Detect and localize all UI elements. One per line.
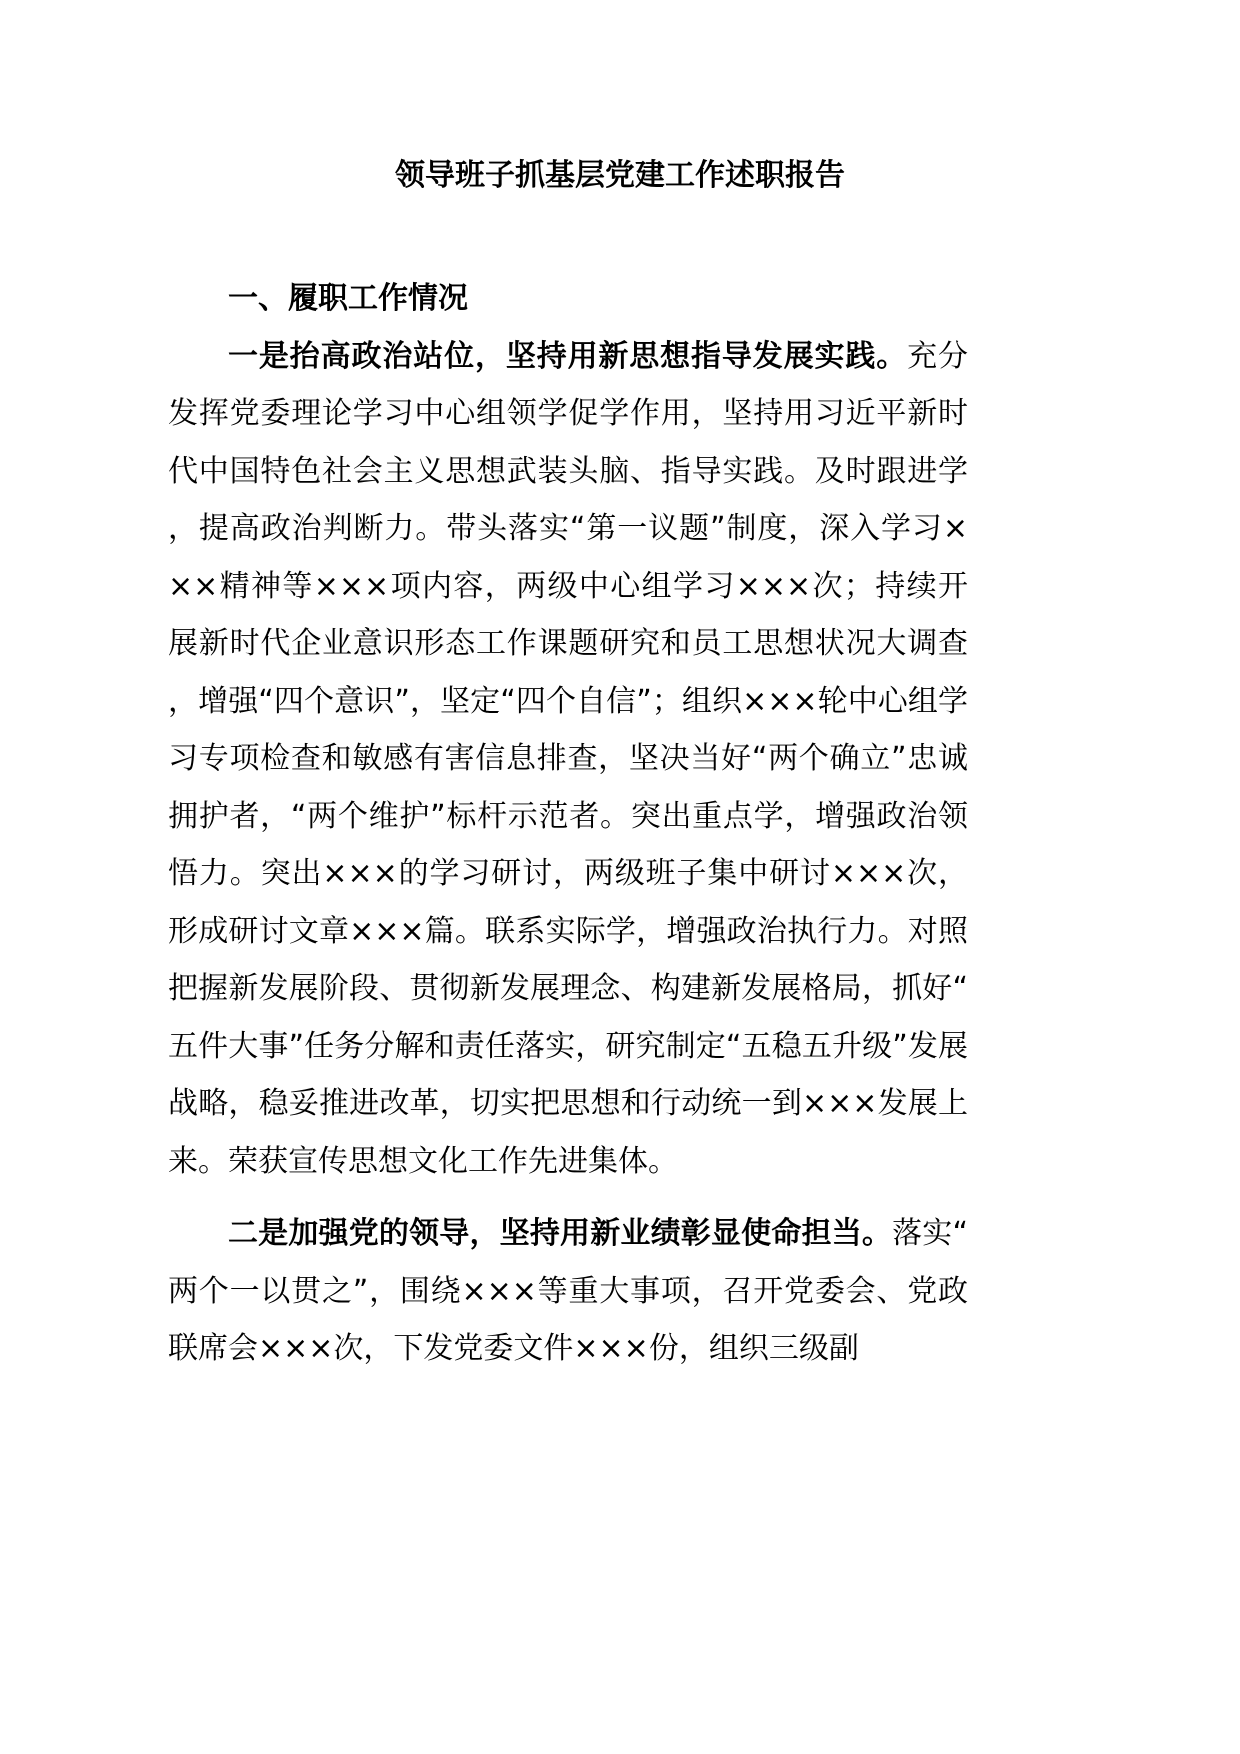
section-heading: 一、履职工作情况	[228, 281, 468, 316]
paragraph-body: 落实“两个一以贯之”，围绕×××等重大事项，召开党委会、党政联席会×××次，下发党委文件×××份，组织三级副	[168, 1216, 969, 1366]
paragraph-lead: 二是加强党的领导，坚持用新业绩彰显使命担当。	[228, 1216, 893, 1251]
paragraph-lead: 一是抬高政治站位，坚持用新思想指导发展实践。	[228, 338, 908, 374]
paragraph-body: 充分发挥党委理论学习中心组领学促学作用，坚持用习近平新时代中国特色社会主义思想武装头脑、指导实践。及时跟进学，提高政治判断力。带头落实“第一议题”制度，深入学习×××精神等×××项内容，两级中心组学习×××次；持续开展新时代企业意识形态工作课题研究和员工思想状况大调查，增强“四个意识”，坚定“四个自信”；组织×××轮中心组学习专项检查和敏感有害信息排查，坚决当好“两个确立”忠诚拥护者，“两个维护”标杆示范者。突出重点学，增强政治领悟力。突出×××的学习研讨，两级班子集中研讨×××次，形成研讨文章×××篇。联系实际学，增强政治执行力。对照把握新发展阶段、贯彻新发展理念、构建新发展格局，抓好“五件大事”任务分解和责任落实，研究制定“五稳五升级”发展战略，稳妥推进改革，切实把思想和行动统一到×××发展上来。荣获宣传思想文化工作先进集体。	[168, 338, 969, 1179]
paragraph-2	[168, 1205, 968, 1378]
paragraph-1	[168, 328, 968, 1191]
document-body	[168, 270, 968, 1378]
document-title: 领导班子抓基层党建工作述职报告	[395, 158, 845, 193]
